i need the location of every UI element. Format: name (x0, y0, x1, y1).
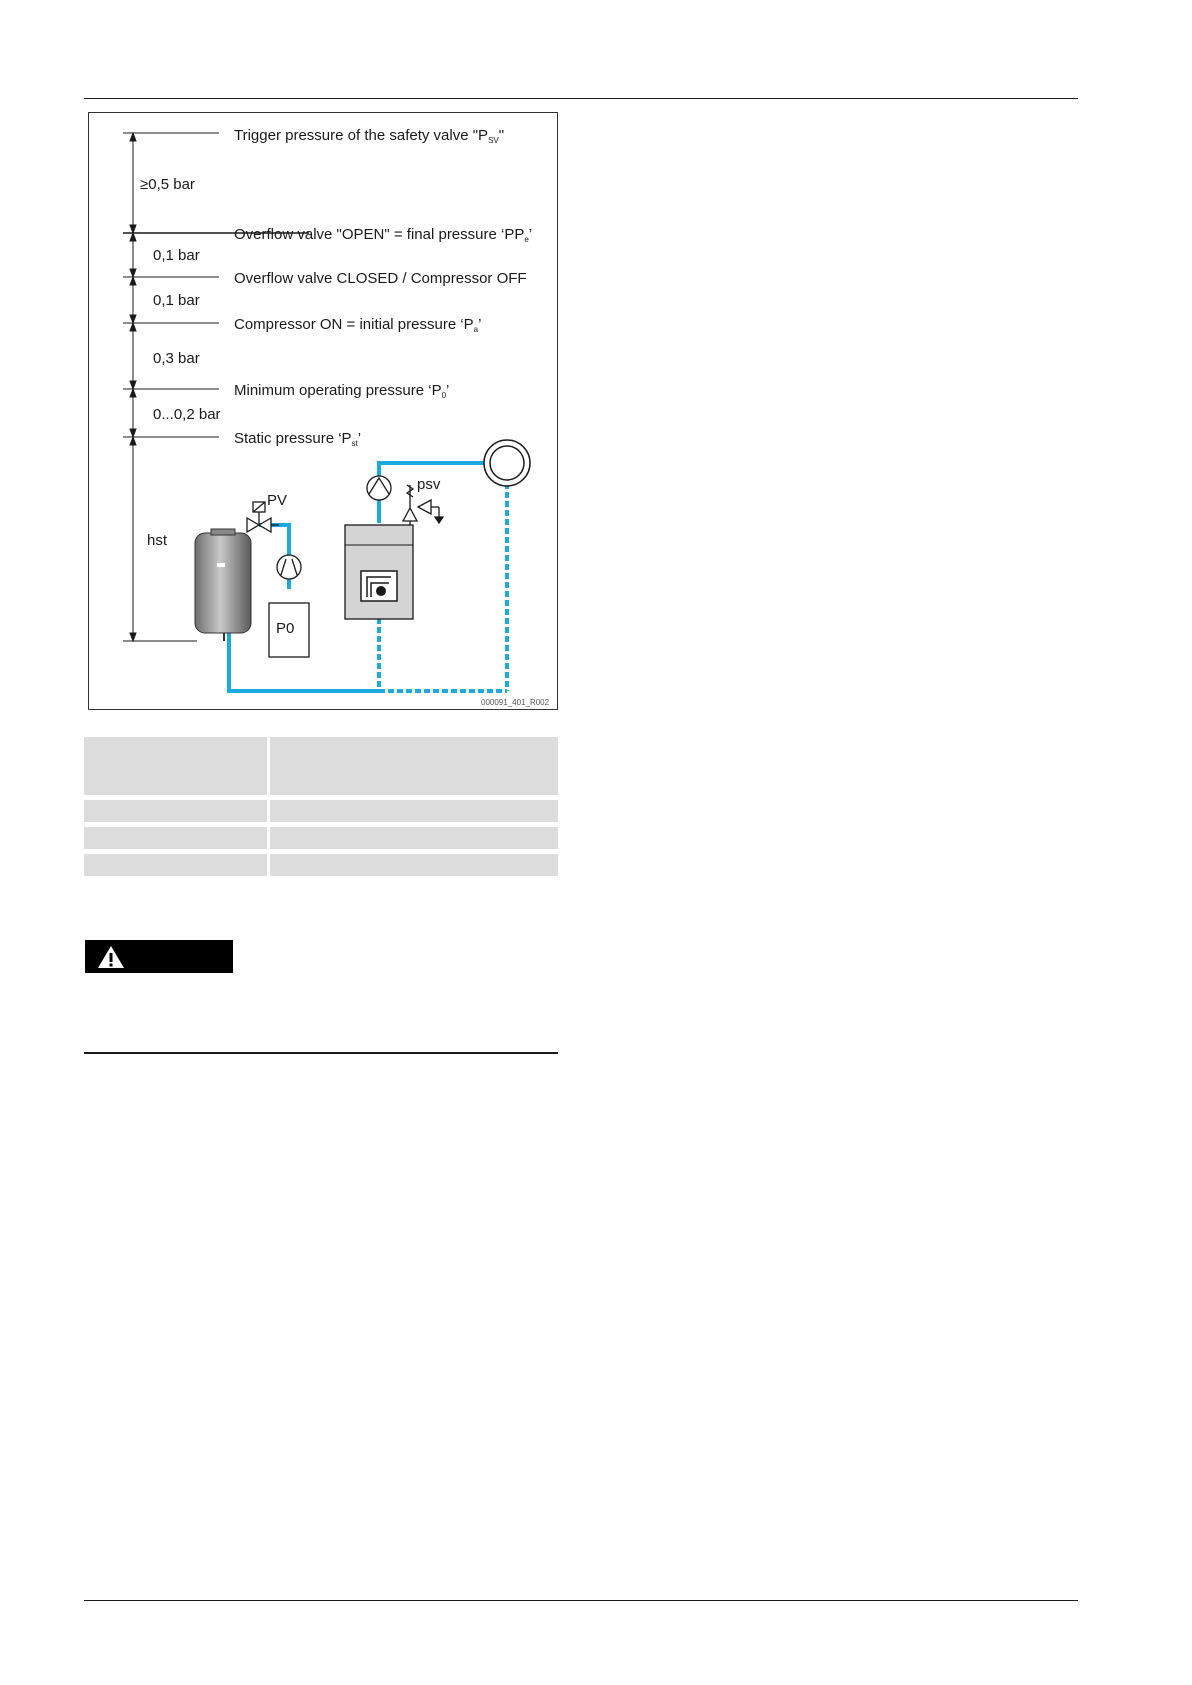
level-label-ppe: Overflow valve "OPEN" = final pressure ‘$PP_e$’ (234, 226, 533, 244)
section-rule (84, 1052, 558, 1054)
level-label-pst: Static pressure ‘$P_{st}$’ (234, 430, 362, 448)
table-row (84, 827, 558, 849)
table-cell (270, 737, 558, 795)
table-cell (84, 827, 267, 849)
table-cell (270, 800, 558, 822)
table-cell (84, 800, 267, 822)
level-label-overflow-closed: Overflow valve CLOSED / Compressor OFF (234, 270, 527, 287)
interval-label-closed: 0,1 bar (153, 292, 200, 309)
table-row (84, 800, 558, 822)
interval-label-ppe: 0,1 bar (153, 247, 200, 264)
interval-label-pa: 0,3 bar (153, 350, 200, 367)
interval-label-p0: 0...0,2 bar (153, 406, 221, 423)
figure-id: 000091_401_R002 (481, 698, 550, 707)
table-cell (84, 737, 267, 795)
footer-rule (84, 1600, 1078, 1601)
level-label-psv: Trigger pressure of the safety valve "$P_{SV}$" (234, 127, 505, 145)
interval-label-psv: ≥0,5 bar (140, 176, 195, 193)
pressure-vessel-icon (195, 529, 251, 641)
dimension-arrows (130, 133, 136, 641)
boiler-icon (345, 525, 413, 619)
header-rule (84, 98, 1078, 99)
pv-label: PV (267, 492, 288, 509)
table-row (84, 737, 558, 795)
pressure-diagram-figure (88, 112, 558, 710)
psv-label: psv (417, 476, 441, 493)
table-cell (84, 854, 267, 876)
pressure-diagram (89, 113, 559, 711)
compressor-icon (277, 555, 301, 579)
table-cell (270, 854, 558, 876)
level-label-pa: Compressor ON = initial pressure ‘$P_a$’ (234, 316, 482, 334)
table-cell (270, 827, 558, 849)
interval-label-hst: hst (147, 532, 168, 549)
legend-table (84, 732, 558, 881)
level-label-p0: Minimum operating pressure ‘$P_0$’ (234, 382, 450, 400)
warning-banner (85, 940, 233, 973)
table-row (84, 854, 558, 876)
warning-triangle-icon (97, 945, 125, 969)
p0-label: P0 (276, 620, 295, 637)
pump-icon (367, 476, 391, 500)
